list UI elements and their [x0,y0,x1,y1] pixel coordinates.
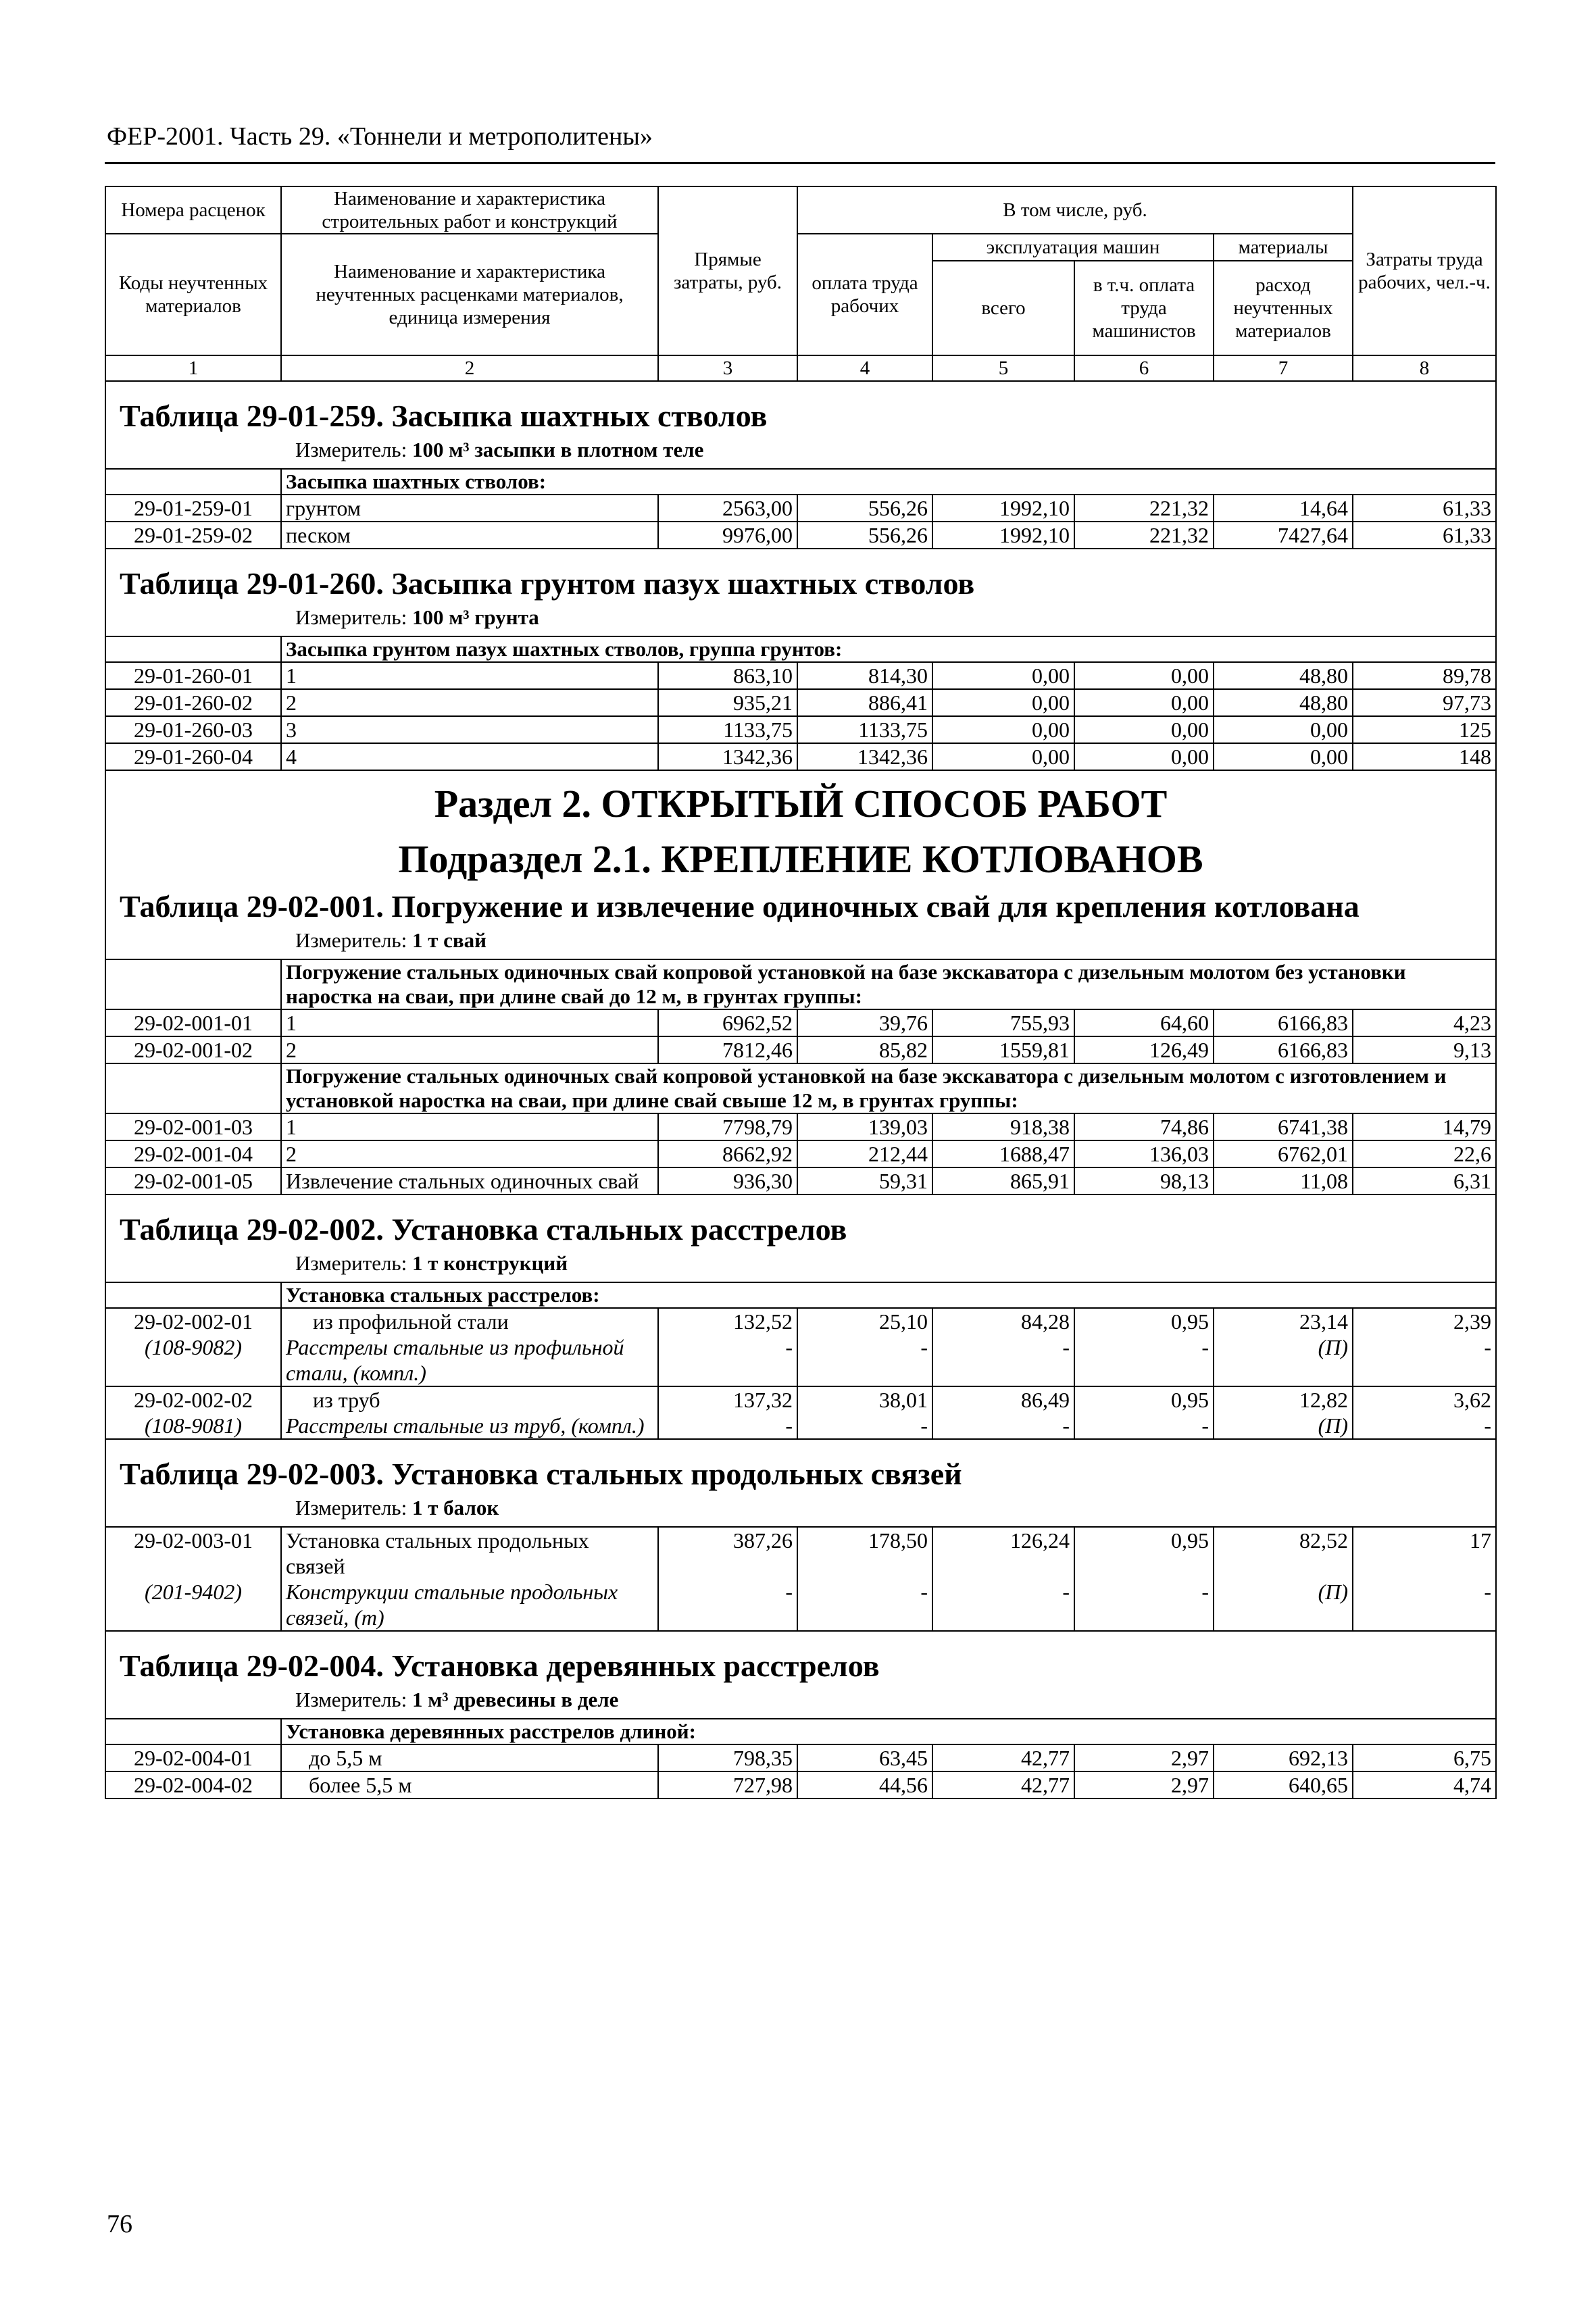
col-header-machinist-wages: в т.ч. оплата труда машинистов [1074,261,1214,355]
group-title: Установка стальных расстрелов: [281,1282,1496,1308]
group-title: Погружение стальных одиночных свай копровой установкой на базе экскаватора с дизельным молотом с изготовлением и установкой наростка на сваи, при длине свай свыше 12 м, в грунтах группы: [281,1063,1496,1113]
table-row: 29-02-003-01 (201-9402) Установка стальных продольных связей Конструкции стальные продольных связей, (т) 387,26 - 178,50 - 126,24 - 0,95 - 82,52 (П) 17 - [105,1527,1496,1631]
col-header-material-name: Наименование и характеристика неучтенных расценками материалов, единица измерения [281,234,658,355]
col-header-unaccounted: расход неучтенных материалов [1214,261,1353,355]
col-number: 3 [658,355,797,381]
table-title: Таблица 29-01-259. Засыпка шахтных стволов [105,381,1496,437]
table-title: Таблица 29-02-001. Погружение и извлечение одиночных свай для крепления котлована [105,887,1496,928]
section-title: Раздел 2. ОТКРЫТЫЙ СПОСОБ РАБОТ [105,770,1496,832]
table-meter: Измеритель: 1 т конструкций [105,1251,1496,1282]
table-row: 29-02-001-04 2 8662,92 212,44 1688,47 136,03 6762,01 22,6 [105,1140,1496,1167]
table-meter: Измеритель: 1 т свай [105,928,1496,959]
table-row: 29-02-002-01 (108-9082) из профильной стали Расстрелы стальные из профильной стали, (компл.) 132,52 - 25,10 - 84,28 - 0,95 - 23,14 (П) 2,39 - [105,1308,1496,1386]
table-row: 29-02-001-01 1 6962,52 39,76 755,93 64,60 6166,83 4,23 [105,1009,1496,1036]
table-title: Таблица 29-02-004. Установка деревянных расстрелов [105,1631,1496,1687]
table-meter: Измеритель: 1 т балок [105,1495,1496,1527]
table-row: 29-01-259-02 песком 9976,00 556,26 1992,10 221,32 7427,64 61,33 [105,522,1496,549]
table-row: 29-02-002-02 (108-9081) из труб Расстрелы стальные из труб, (компл.) 137,32 - 38,01 - 86,49 - 0,95 - 12,82 (П) 3,62 - [105,1386,1496,1439]
header-rule [105,162,1495,164]
table-row: 29-01-260-04 4 1342,36 1342,36 0,00 0,00 0,00 148 [105,743,1496,770]
table-row: 29-02-004-01 до 5,5 м 798,35 63,45 42,77 2,97 692,13 6,75 [105,1744,1496,1771]
document-body [105,186,1495,1799]
col-header-codes: Номера расценок [105,186,281,234]
col-header-machines: эксплуатация машин [932,234,1214,261]
col-header-labor: Затраты труда рабочих, чел.-ч. [1353,186,1496,355]
price-table [105,186,1497,1799]
table-row: 29-02-001-05 Извлечение стальных одиночных свай 936,30 59,31 865,91 98,13 11,08 6,31 [105,1167,1496,1194]
table-meter: Измеритель: 100 м³ грунта [105,605,1496,636]
col-number: 6 [1074,355,1214,381]
col-header-name: Наименование и характеристика строительных работ и конструкций [281,186,658,234]
table-meter: Измеритель: 1 м³ древесины в деле [105,1687,1496,1719]
table-title: Таблица 29-02-002. Установка стальных расстрелов [105,1194,1496,1251]
page-number: 76 [107,2210,132,2238]
group-title: Засыпка грунтом пазух шахтных стволов, группа грунтов: [281,636,1496,662]
subsection-title: Подраздел 2.1. КРЕПЛЕНИЕ КОТЛОВАНОВ [105,832,1496,887]
group-title: Установка деревянных расстрелов длиной: [281,1719,1496,1744]
col-number: 4 [797,355,932,381]
col-header-wages: оплата труда рабочих [797,234,932,355]
table-title: Таблица 29-02-003. Установка стальных продольных связей [105,1439,1496,1495]
table-row: 29-02-004-02 более 5,5 м 727,98 44,56 42,77 2,97 640,65 4,74 [105,1771,1496,1799]
group-title: Погружение стальных одиночных свай копровой установкой на базе экскаватора с дизельным молотом без установки наростка на сваи, при длине свай до 12 м, в грунтах группы: [281,959,1496,1009]
page-header: ФЕР-2001. Часть 29. «Тоннели и метрополитены» [107,122,653,151]
table-row: 29-01-260-01 1 863,10 814,30 0,00 0,00 48,80 89,78 [105,662,1496,689]
col-header-material-codes: Коды неучтенных материалов [105,234,281,355]
table-row: 29-02-001-02 2 7812,46 85,82 1559,81 126,49 6166,83 9,13 [105,1036,1496,1063]
col-header-including: В том числе, руб. [797,186,1353,234]
table-row: 29-02-001-03 1 7798,79 139,03 918,38 74,86 6741,38 14,79 [105,1113,1496,1140]
col-number: 7 [1214,355,1353,381]
col-number: 1 [105,355,281,381]
col-number: 5 [932,355,1074,381]
table-row: 29-01-259-01 грунтом 2563,00 556,26 1992,10 221,32 14,64 61,33 [105,495,1496,522]
table-row: 29-01-260-02 2 935,21 886,41 0,00 0,00 48,80 97,73 [105,689,1496,716]
table-title: Таблица 29-01-260. Засыпка грунтом пазух шахтных стволов [105,549,1496,605]
table-row: 29-01-260-03 3 1133,75 1133,75 0,00 0,00 0,00 125 [105,716,1496,743]
col-number: 8 [1353,355,1496,381]
col-header-machines-total: всего [932,261,1074,355]
col-header-direct-costs: Прямые затраты, руб. [658,186,797,355]
table-meter: Измеритель: 100 м³ засыпки в плотном теле [105,437,1496,469]
col-header-materials: материалы [1214,234,1353,261]
col-number: 2 [281,355,658,381]
group-title: Засыпка шахтных стволов: [281,469,1496,495]
